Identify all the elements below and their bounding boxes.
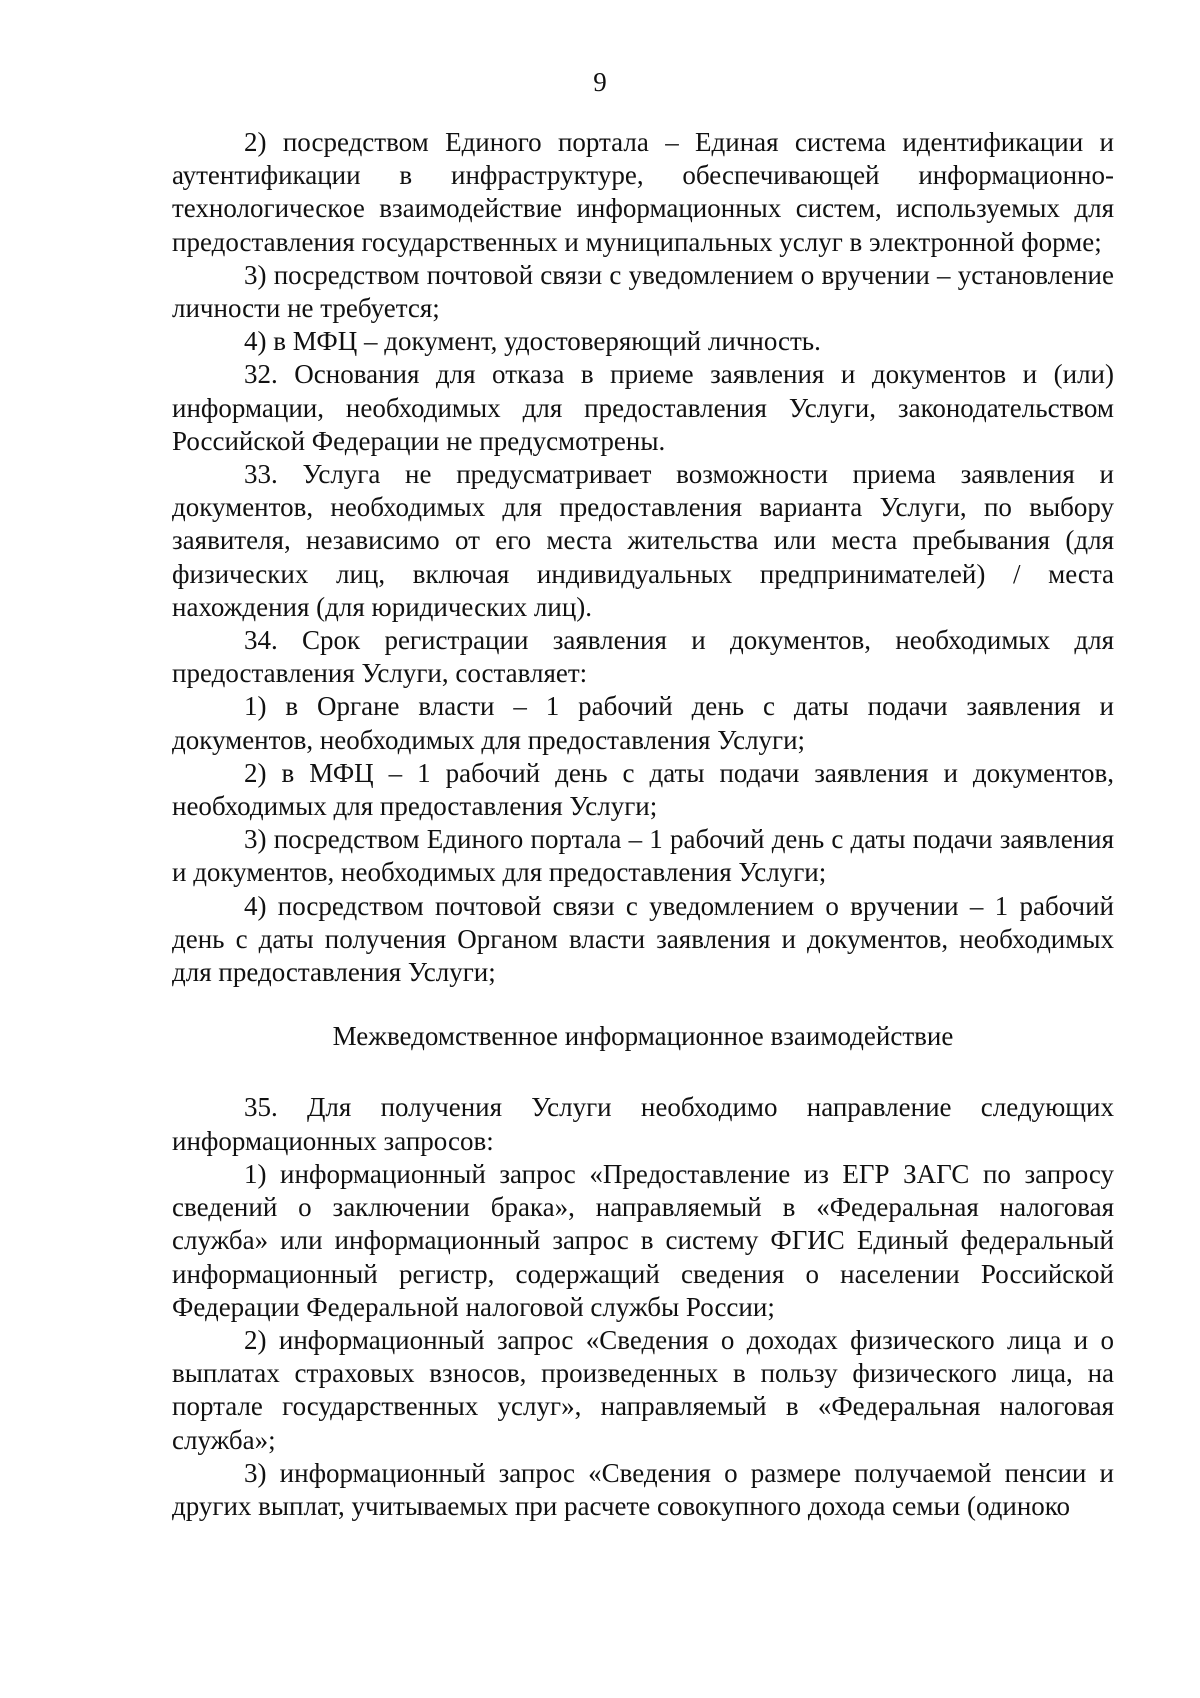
paragraph: 1) информационный запрос «Предоставление из ЕГР ЗАГС по запросу сведений о заключении брака», направляемый в «Федеральная налоговая служба» или информационный запрос в систему ФГИС Единый федеральный информационный регистр, содержащий сведения о населении Российской Федерации Федеральной налоговой службы России;: [172, 1158, 1114, 1322]
paragraph: 1) в Органе власти – 1 рабочий день с даты подачи заявления и документов, необходимых для предоставления Услуги;: [172, 691, 1114, 755]
page-number: 9: [593, 67, 607, 97]
paragraph: 3) посредством почтовой связи с уведомлением о вручении – установление личности не требуется;: [172, 259, 1114, 324]
paragraph: 33. Услуга не предусматривает возможности приема заявления и документов, необходимых для предоставления варианта Услуги, по выбору заявителя, независимо от его места жительства или места пребывания (для физических лиц, включая индивидуальных предпринимателей) / места нахождения (для юридических лиц).: [172, 459, 1114, 622]
paragraph: 34. Срок регистрации заявления и документов, необходимых для предоставления Услуги, составляет:: [172, 625, 1114, 689]
paragraph: 4) посредством почтовой связи с уведомлением о вручении – 1 рабочий день с даты получения Органом власти заявления и документов, необходимых для предоставления Услуги;: [172, 890, 1114, 988]
paragraph: 2) посредством Единого портала – Единая система идентификации и аутентификации в инфраструктуре, обеспечивающей информационно-технологическое взаимодействие информационных систем, используемых для предоставления государственных и муниципальных услуг в электронной форме;: [172, 127, 1114, 257]
paragraph: 35. Для получения Услуги необходимо направление следующих информационных запросов:: [172, 1092, 1114, 1156]
paragraph: 4) в МФЦ – документ, удостоверяющий личность.: [244, 326, 821, 357]
paragraph: 3) информационный запрос «Сведения о размере получаемой пенсии и других выплат, учитываемых при расчете совокупного дохода семьи (одиноко: [172, 1457, 1114, 1521]
paragraph: 2) в МФЦ – 1 рабочий день с даты подачи заявления и документов, необходимых для предоставления Услуги;: [172, 757, 1114, 822]
paragraph: 32. Основания для отказа в приеме заявления и документов и (или) информации, необходимых для предоставления Услуги, законодательством Российской Федерации не предусмотрены.: [172, 359, 1114, 456]
document-body: [172, 126, 1114, 1523]
paragraph: 2) информационный запрос «Сведения о доходах физического лица и о выплатах страховых взносов, произведенных в пользу физического лица, на портале государственных услуг», направляемый в «Федеральная налоговая служба»;: [172, 1324, 1114, 1455]
section-heading: Межведомственное информационное взаимодействие: [332, 1021, 954, 1052]
paragraph: 3) посредством Единого портала – 1 рабочий день с даты подачи заявления и документов, необходимых для предоставления Услуги;: [172, 824, 1114, 888]
